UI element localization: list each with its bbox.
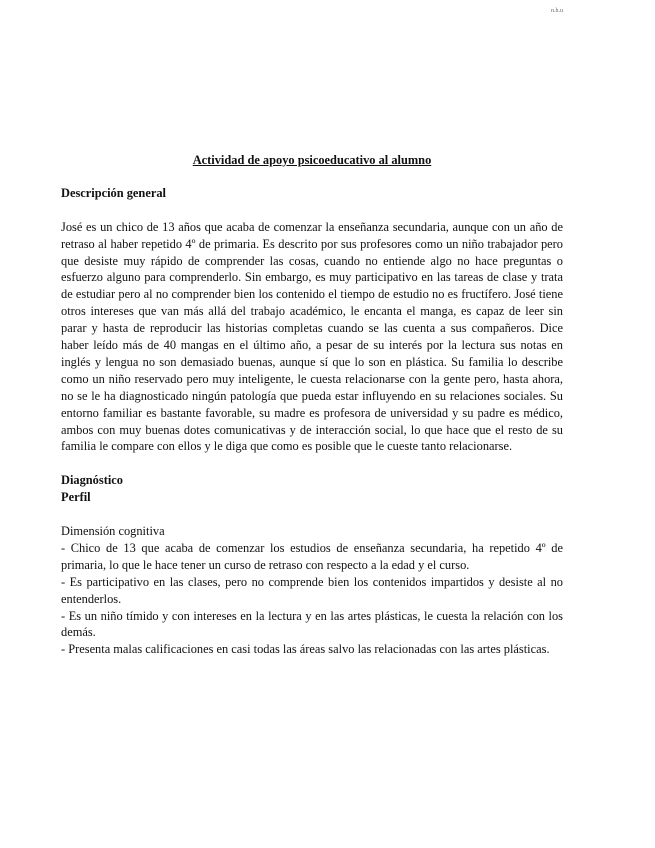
- list-item: - Es participativo en las clases, pero no comprende bien los contenidos impartidos y desiste al no entenderlos.: [61, 574, 563, 606]
- list-item: - Es un niño tímido y con intereses en la lectura y en las artes plásticas, le cuesta la relación con los demás.: [61, 608, 563, 640]
- general-description-paragraph: José es un chico de 13 años que acaba de comenzar la enseñanza secundaria, aunque con un año de retraso al haber repetido 4º de primaria. Es descrito por sus profesores como un niño trabajador pero que desiste muy rápido de comprender las cosas, cuando no entiende algo no hace preguntas o esfuerzo alguno para comprenderlo. Sin embargo, es muy participativo en las tareas de clase y trata de estudiar pero al no comprender bien los contenido el tiempo de estudio no es fructífero. José tiene otros intereses que van más allá del trabajo académico, le encanta el manga, es capaz de leer sin parar y hasta de reproducir las historias completas cuando se las cuenta a sus compañeros. Dice haber leído más de 40 mangas en el último año, a pesar de su interés por la lectura sus notas en inglés y lengua no son demasiado buenas, aunque sí que lo son en plástica. Su familia lo describe como un niño reservado pero muy inteligente, le cuesta relacionarse con la gente pero, hasta ahora, no se le ha diagnosticado ningún patología que pueda estar influyendo en su relaciones sociales. Su entorno familiar es bastante favorable, su madre es profesora de universidad y su padre es médico, ambos con muy buenas dotes comunicativas y de interacción social, lo que hace que el resto de su familia le compare con ellos y le diga que como es posible que le cueste tanto relacionarse.: [61, 219, 563, 454]
- page-number: n.h.u: [551, 8, 563, 14]
- list-item: - Chico de 13 que acaba de comenzar los estudios de enseñanza secundaria, ha repetido 4º de primaria, lo que le hace tener un curso de retraso con respecto a la edad y el curso.: [61, 540, 563, 572]
- list-item: - Presenta malas calificaciones en casi todas las áreas salvo las relacionadas con las artes plásticas.: [61, 642, 550, 657]
- diagnosis-heading: Diagnóstico: [61, 473, 123, 488]
- spacer: [61, 455, 563, 472]
- document-title: Actividad de apoyo psicoeducativo al alumno: [192, 153, 432, 167]
- cognitive-dimension-label: Dimensión cognitiva: [61, 523, 165, 538]
- profile-heading: Perfil: [61, 490, 91, 505]
- general-description-heading: Descripción general: [61, 185, 166, 200]
- spacer: [61, 506, 563, 523]
- document-body: [61, 152, 563, 658]
- spacer: [61, 202, 563, 219]
